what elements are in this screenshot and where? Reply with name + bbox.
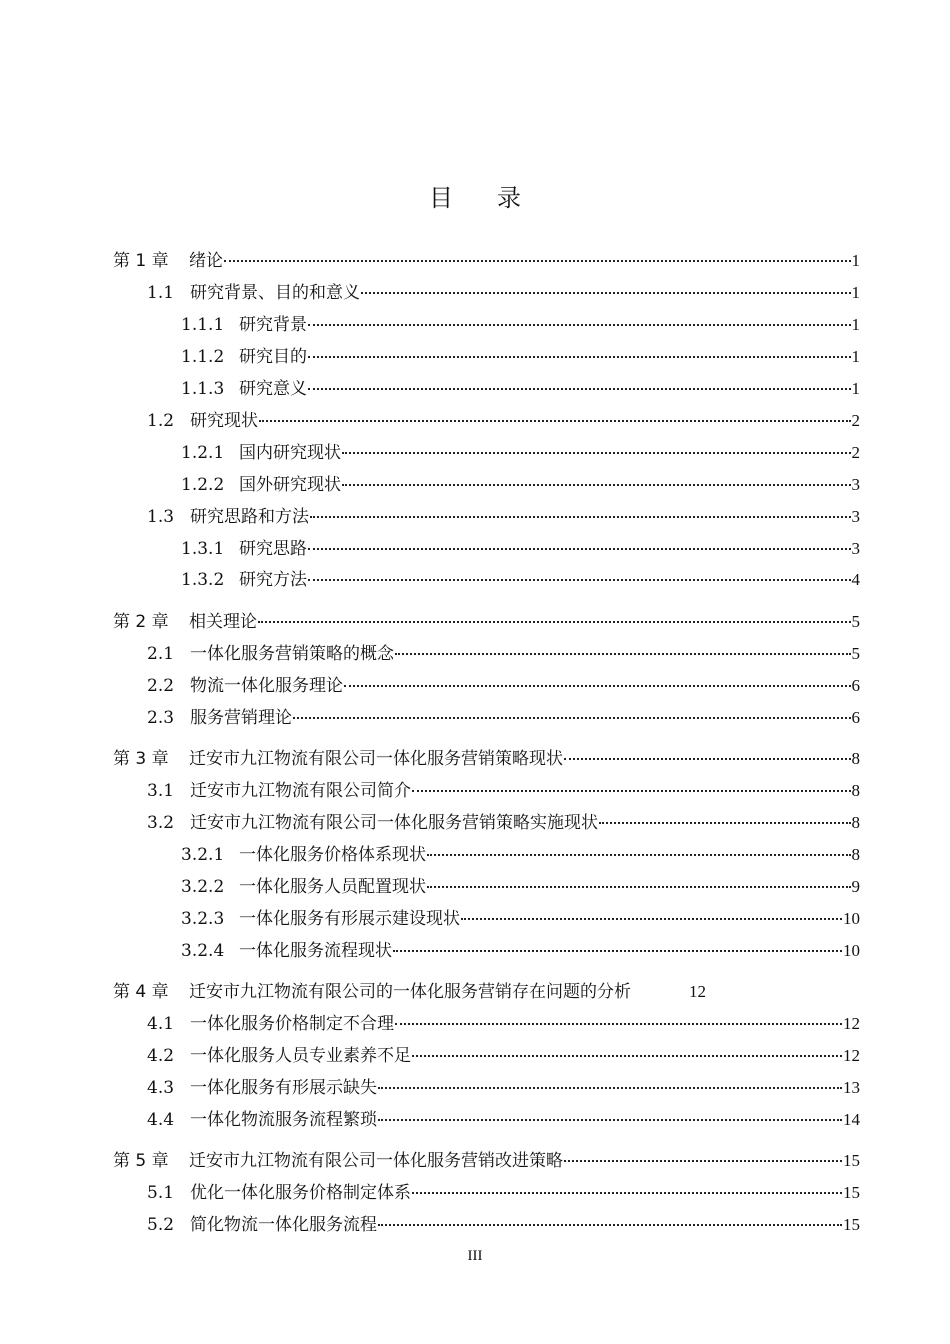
toc-dot-leader bbox=[412, 1055, 842, 1057]
toc-entry-label: 绪论 bbox=[189, 251, 223, 271]
toc-entry-number: 4.1 bbox=[147, 1014, 175, 1034]
toc-entry-label: 国内研究现状 bbox=[239, 443, 341, 463]
toc-entry-page: 6 bbox=[851, 708, 860, 727]
toc-entry-page: 15 bbox=[843, 1183, 860, 1202]
toc-entry-page: 12 bbox=[843, 1046, 860, 1065]
toc-entry-page: 13 bbox=[843, 1078, 860, 1097]
toc-entry-number: 第 1 章 bbox=[113, 251, 169, 271]
toc-title-char-2: 录 bbox=[497, 184, 521, 212]
toc-subsection-entry[interactable] bbox=[181, 568, 860, 592]
toc-entry-page: 3 bbox=[851, 539, 860, 558]
toc-entry-page: 12 bbox=[689, 982, 706, 1001]
toc-chapter-entry[interactable] bbox=[113, 610, 860, 634]
toc-entry-page: 3 bbox=[851, 507, 860, 526]
toc-entry-label: 研究目的 bbox=[239, 347, 307, 367]
toc-entry-number: 第 5 章 bbox=[113, 1151, 169, 1171]
toc-dot-leader bbox=[259, 420, 851, 422]
toc-entry-label: 一体化物流服务流程繁琐 bbox=[190, 1110, 377, 1130]
toc-entry-page: 1 bbox=[851, 347, 860, 366]
toc-dot-leader bbox=[564, 758, 851, 760]
toc-entry-label: 迁安市九江物流有限公司一体化服务营销策略实施现状 bbox=[190, 813, 598, 833]
toc-dot-leader bbox=[310, 516, 851, 518]
toc-chapter-entry[interactable] bbox=[113, 249, 860, 273]
toc-entry-page: 8 bbox=[851, 845, 860, 864]
toc-entry-page: 4 bbox=[851, 570, 860, 589]
toc-entry-number: 第 2 章 bbox=[113, 612, 169, 632]
toc-entry-number: 1.1.3 bbox=[181, 379, 225, 399]
toc-entry-label: 研究背景 bbox=[239, 315, 307, 335]
toc-section-entry[interactable] bbox=[147, 1213, 860, 1237]
toc-dot-leader bbox=[427, 854, 851, 856]
toc-dot-leader bbox=[395, 653, 851, 655]
toc-entry-number: 4.2 bbox=[147, 1046, 175, 1066]
toc-dot-leader bbox=[393, 950, 842, 952]
toc-section-entry[interactable] bbox=[147, 642, 860, 666]
toc-entry-page: 15 bbox=[843, 1151, 860, 1170]
toc-entry-page: 15 bbox=[843, 1215, 860, 1234]
toc-entry-number: 第 3 章 bbox=[113, 749, 169, 769]
toc-title bbox=[0, 178, 950, 213]
toc-entry-label: 优化一体化服务价格制定体系 bbox=[190, 1183, 411, 1203]
toc-section-entry[interactable] bbox=[147, 1076, 860, 1100]
toc-subsection-entry[interactable] bbox=[181, 377, 860, 401]
toc-entry-page: 10 bbox=[843, 941, 860, 960]
toc-section-entry[interactable] bbox=[147, 409, 860, 433]
toc-subsection-entry[interactable] bbox=[181, 441, 860, 465]
toc-entry-number: 5.1 bbox=[147, 1183, 175, 1203]
toc-dot-leader bbox=[395, 1023, 842, 1025]
toc-section-entry[interactable] bbox=[147, 1044, 860, 1068]
toc-entry-label: 服务营销理论 bbox=[190, 708, 292, 728]
toc-entry-page: 2 bbox=[851, 411, 860, 430]
toc-entry-label: 一体化服务流程现状 bbox=[239, 941, 392, 961]
toc-subsection-entry[interactable] bbox=[181, 875, 860, 899]
toc-section-entry[interactable] bbox=[147, 811, 860, 835]
toc-dot-leader bbox=[293, 717, 851, 719]
toc-section-entry[interactable] bbox=[147, 1012, 860, 1036]
toc-entry-number: 3.1 bbox=[147, 781, 175, 801]
toc-entry-page: 14 bbox=[843, 1110, 860, 1129]
toc-dot-leader bbox=[378, 1087, 842, 1089]
toc-title-char-1: 目 bbox=[429, 184, 453, 212]
toc-entry-number: 1.3 bbox=[147, 507, 175, 527]
toc-dot-leader bbox=[308, 356, 851, 358]
toc-entry-label: 研究思路和方法 bbox=[190, 507, 309, 527]
toc-dot-leader bbox=[564, 1160, 842, 1162]
toc-subsection-entry[interactable] bbox=[181, 939, 860, 963]
toc-entry-page: 3 bbox=[851, 475, 860, 494]
toc-entry-page: 8 bbox=[851, 749, 860, 768]
toc-dot-leader bbox=[361, 292, 851, 294]
toc-dot-leader bbox=[599, 822, 851, 824]
toc-entry-page: 1 bbox=[851, 379, 860, 398]
toc-entry-label: 迁安市九江物流有限公司一体化服务营销改进策略 bbox=[189, 1151, 563, 1171]
toc-entry-label: 物流一体化服务理论 bbox=[190, 676, 343, 696]
toc-dot-leader bbox=[342, 484, 851, 486]
toc-dot-leader bbox=[308, 548, 851, 550]
toc-entry-number: 1.3.2 bbox=[181, 570, 225, 590]
toc-section-entry[interactable] bbox=[147, 779, 860, 803]
toc-entry-label: 研究方法 bbox=[239, 570, 307, 590]
toc-subsection-entry[interactable] bbox=[181, 313, 860, 337]
toc-entry-number: 1.3.1 bbox=[181, 539, 225, 559]
toc-section-entry[interactable] bbox=[147, 1181, 860, 1205]
toc-entry-label: 一体化服务有形展示建设现状 bbox=[239, 909, 460, 929]
page-number-footer: III bbox=[467, 1248, 483, 1264]
toc-entry-number: 5.2 bbox=[147, 1215, 175, 1235]
toc-dot-leader bbox=[378, 1224, 842, 1226]
toc-entry-label: 研究思路 bbox=[239, 539, 307, 559]
toc-section-entry[interactable] bbox=[147, 505, 860, 529]
toc-entry-number: 第 4 章 bbox=[113, 982, 169, 1002]
toc-subsection-entry[interactable] bbox=[181, 473, 860, 497]
toc-entry-number: 3.2.1 bbox=[181, 845, 225, 865]
toc-entry-number: 1.1.2 bbox=[181, 347, 225, 367]
toc-entry-label: 一体化服务人员配置现状 bbox=[239, 877, 426, 897]
toc-entry-number: 1.1 bbox=[147, 283, 175, 303]
toc-entry-number: 3.2.3 bbox=[181, 909, 225, 929]
toc-entry-number: 4.3 bbox=[147, 1078, 175, 1098]
toc-subsection-entry[interactable] bbox=[181, 345, 860, 369]
toc-entry-label: 国外研究现状 bbox=[239, 475, 341, 495]
toc-chapter-entry[interactable] bbox=[113, 1149, 860, 1173]
toc-entry-number: 3.2 bbox=[147, 813, 175, 833]
toc-entry-page: 5 bbox=[851, 612, 860, 631]
toc-entry-number: 1.2.1 bbox=[181, 443, 225, 463]
toc-dot-leader bbox=[344, 685, 851, 687]
toc-entry-label: 迁安市九江物流有限公司一体化服务营销策略现状 bbox=[189, 749, 563, 769]
toc-dot-leader bbox=[224, 260, 851, 262]
toc-section-entry[interactable] bbox=[147, 674, 860, 698]
toc-entry-label: 一体化服务价格制定不合理 bbox=[190, 1014, 394, 1034]
toc-entry-number: 4.4 bbox=[147, 1110, 175, 1130]
toc-dot-leader bbox=[308, 324, 851, 326]
toc-entry-label: 研究现状 bbox=[190, 411, 258, 431]
toc-dot-leader bbox=[461, 918, 842, 920]
toc-section-entry[interactable] bbox=[147, 281, 860, 305]
toc-dot-leader bbox=[258, 621, 851, 623]
toc-entry-label: 相关理论 bbox=[189, 612, 257, 632]
toc-entry-number: 1.2 bbox=[147, 411, 175, 431]
toc-entry-label: 研究背景、目的和意义 bbox=[190, 283, 360, 303]
toc-entry-page: 9 bbox=[851, 877, 860, 896]
toc-subsection-entry[interactable] bbox=[181, 843, 860, 867]
toc-entry-label: 迁安市九江物流有限公司简介 bbox=[190, 781, 411, 801]
toc-entry-label: 研究意义 bbox=[239, 379, 307, 399]
toc-dot-leader bbox=[308, 388, 851, 390]
toc-entry-page: 2 bbox=[851, 443, 860, 462]
toc-entry-label: 一体化服务有形展示缺失 bbox=[190, 1078, 377, 1098]
toc-entry-label: 简化物流一体化服务流程 bbox=[190, 1215, 377, 1235]
toc-dot-leader bbox=[427, 886, 851, 888]
toc-entry-page: 5 bbox=[851, 644, 860, 663]
toc-entry-number: 2.2 bbox=[147, 676, 175, 696]
toc-chapter-entry[interactable] bbox=[113, 980, 706, 1004]
toc-subsection-entry[interactable] bbox=[181, 537, 860, 561]
toc-entry-number: 3.2.4 bbox=[181, 941, 225, 961]
toc-entry-page: 6 bbox=[851, 676, 860, 695]
toc-dot-leader bbox=[412, 790, 851, 792]
toc-entry-number: 2.3 bbox=[147, 708, 175, 728]
toc-entry-page: 1 bbox=[851, 315, 860, 334]
toc-entry-page: 8 bbox=[851, 813, 860, 832]
toc-entry-number: 2.1 bbox=[147, 644, 175, 664]
toc-dot-leader bbox=[412, 1192, 842, 1194]
toc-entry-label: 一体化服务人员专业素养不足 bbox=[190, 1046, 411, 1066]
toc-dot-leader bbox=[378, 1119, 842, 1121]
toc-entry-label: 迁安市九江物流有限公司的一体化服务营销存在问题的分析 bbox=[189, 982, 631, 1002]
toc-entry-page: 10 bbox=[843, 909, 860, 928]
toc-entry-number: 1.2.2 bbox=[181, 475, 225, 495]
toc-entry-number: 1.1.1 bbox=[181, 315, 225, 335]
toc-subsection-entry[interactable] bbox=[181, 907, 860, 931]
toc-entry-number: 3.2.2 bbox=[181, 877, 225, 897]
toc-entry-page: 12 bbox=[843, 1014, 860, 1033]
toc-entry-label: 一体化服务价格体系现状 bbox=[239, 845, 426, 865]
toc-entry-page: 1 bbox=[851, 283, 860, 302]
toc-entry-page: 8 bbox=[851, 781, 860, 800]
toc-section-entry[interactable] bbox=[147, 706, 860, 730]
toc-section-entry[interactable] bbox=[147, 1108, 860, 1132]
toc-entry-label: 一体化服务营销策略的概念 bbox=[190, 644, 394, 664]
toc-dot-leader bbox=[308, 579, 851, 581]
toc-dot-leader bbox=[342, 452, 851, 454]
toc-entry-page: 1 bbox=[851, 251, 860, 270]
toc-chapter-entry[interactable] bbox=[113, 747, 860, 771]
